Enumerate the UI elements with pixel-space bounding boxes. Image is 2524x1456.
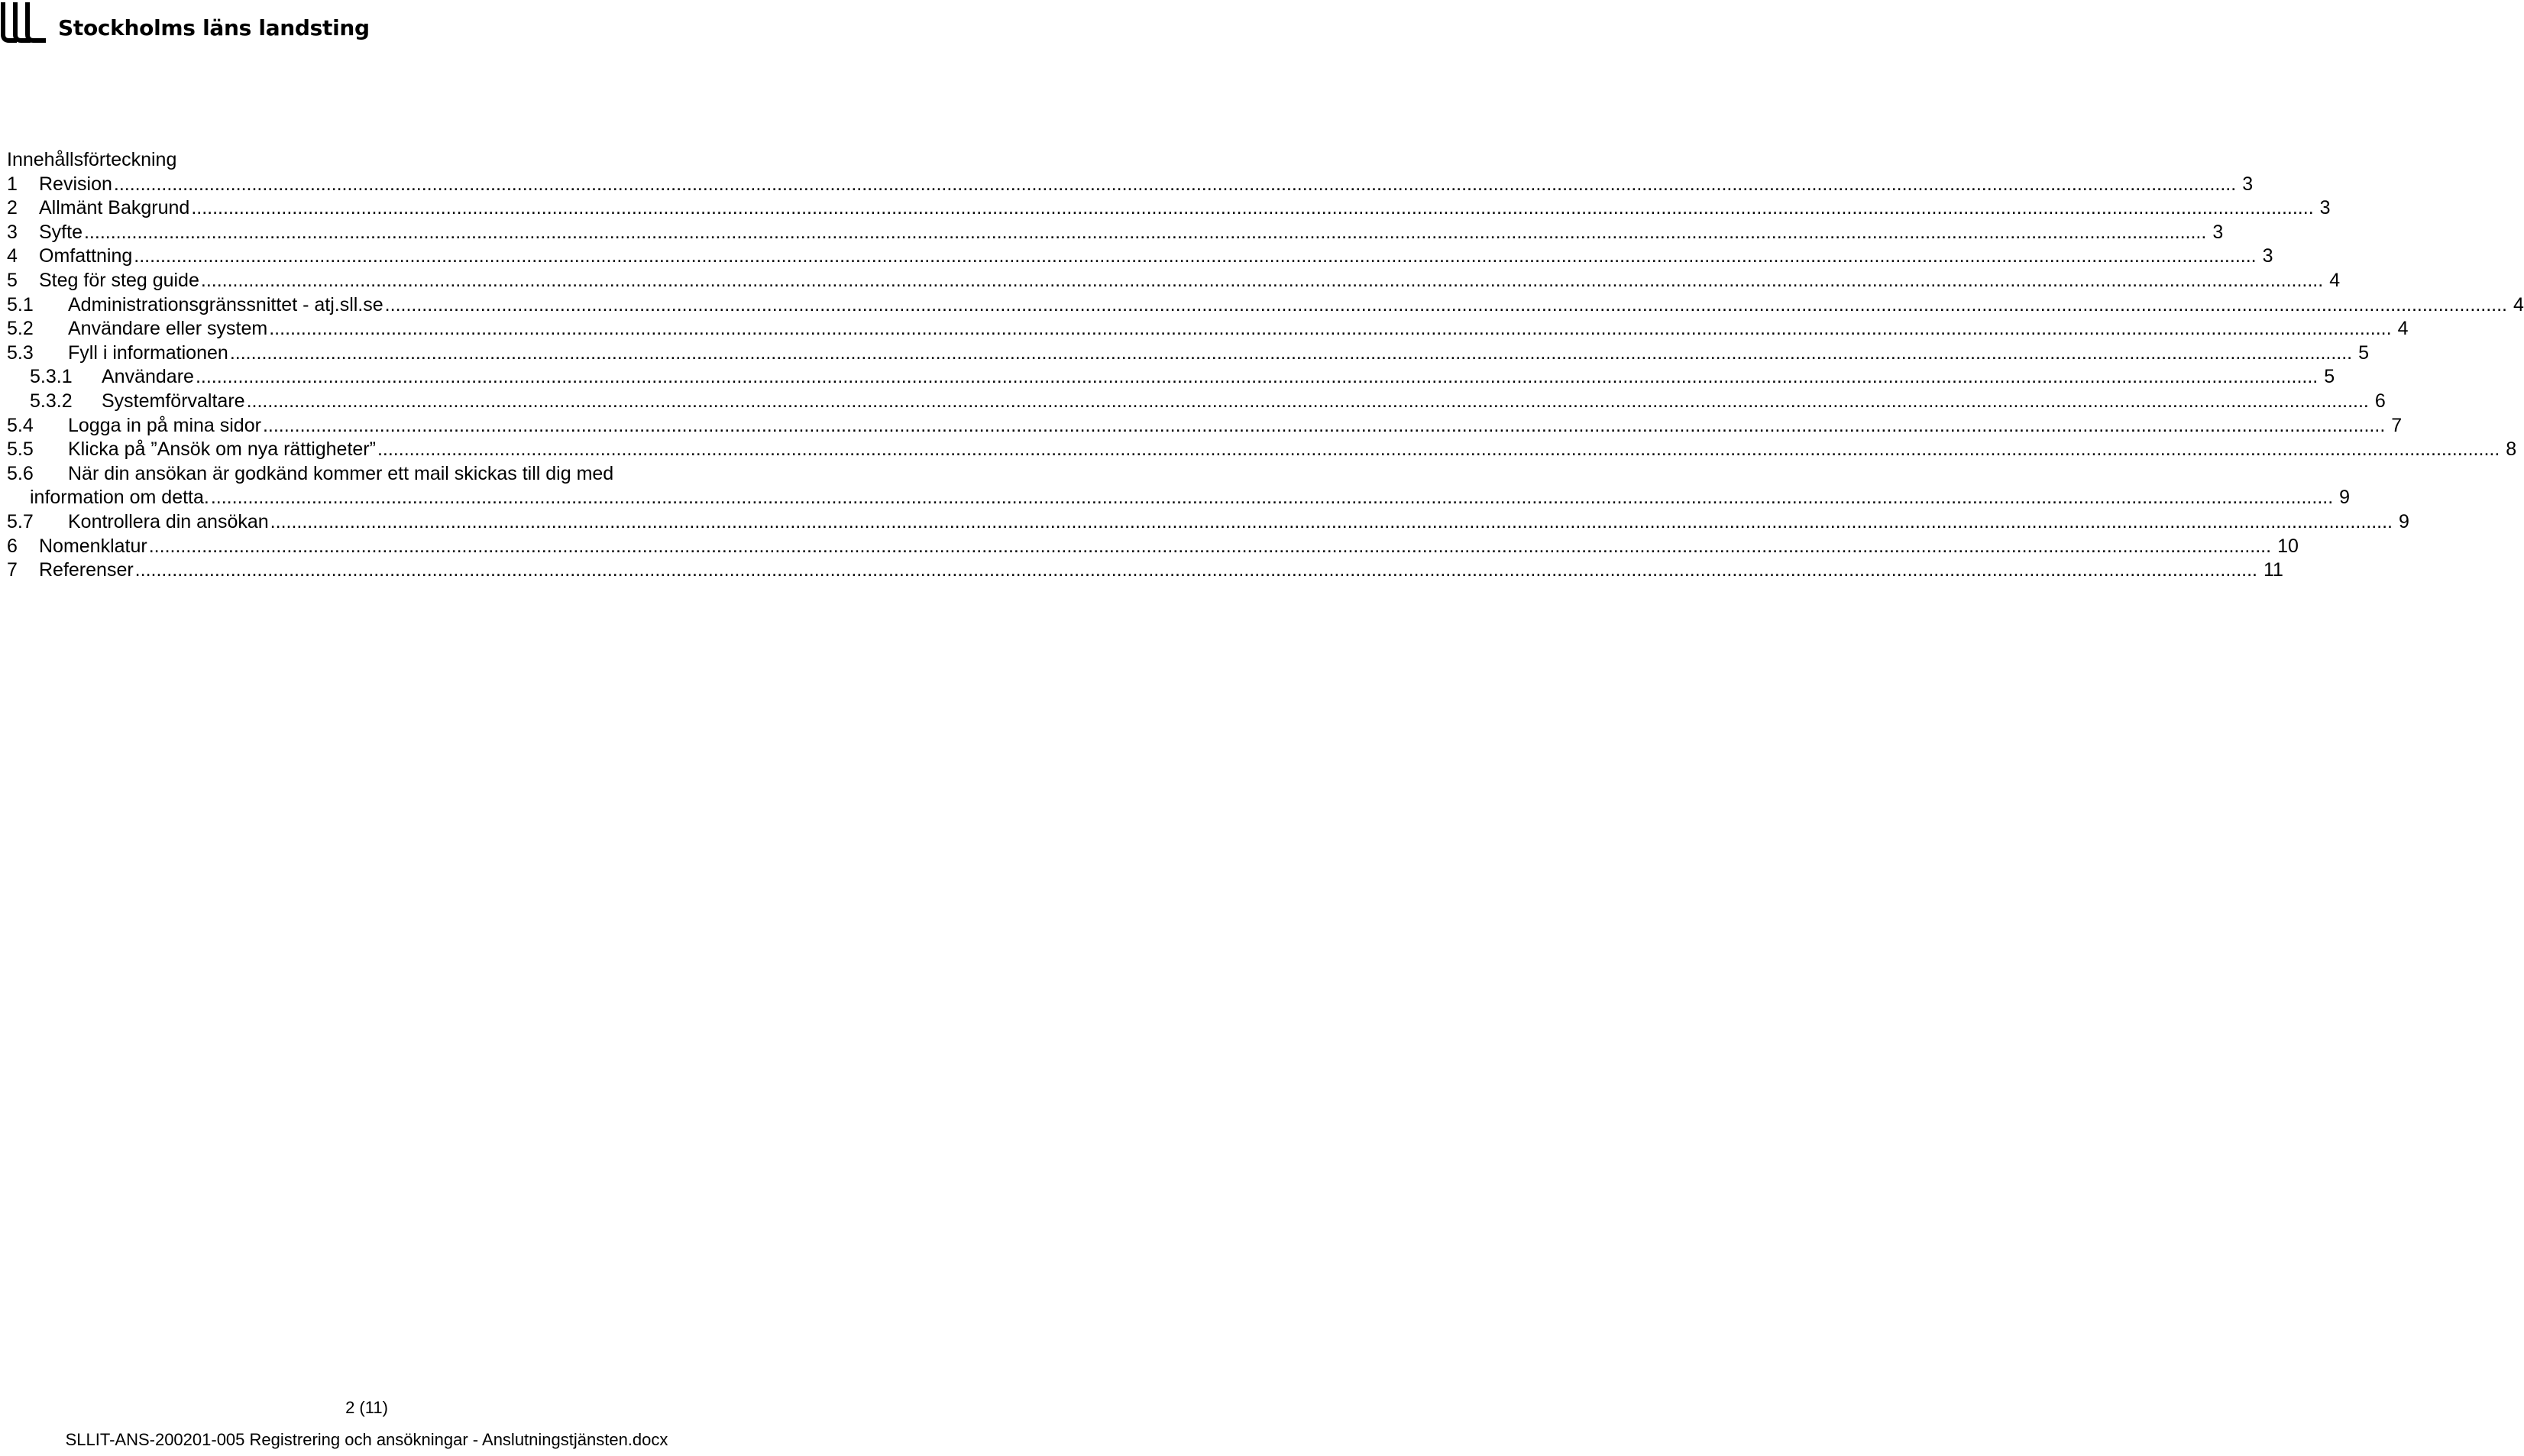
toc-entry-number: 5	[7, 269, 18, 291]
toc-entry-page: 3	[2212, 221, 2224, 243]
toc-entry-number: 5.2	[7, 318, 34, 340]
toc-leader-dots: ................................................................................................................................................................................................................................................................................................................................................................................................................	[269, 318, 2392, 340]
toc-entry[interactable]	[7, 292, 2524, 316]
footer-document-name: SLLIT-ANS-200201-005 Registrering och ansökningar - Anslutningstjänsten.docx	[65, 1430, 668, 1449]
toc-entry-title: Allmänt Bakgrund	[39, 197, 190, 219]
toc-entry-title: Syfte	[39, 221, 83, 243]
toc-entry-page: 3	[2242, 173, 2254, 195]
toc-entry-title: Klicka på ”Ansök om nya rättigheter”	[68, 438, 376, 461]
toc-leader-dots: ................................................................................................................................................................................................................................................................................................................................................................................................................	[200, 269, 2324, 291]
toc-entry-number: 5.1	[7, 293, 34, 315]
toc-entry-title: Omfattning	[39, 245, 133, 267]
toc-entry-title: När din ansökan är godkänd kommer ett mail skickas till dig med	[68, 462, 614, 484]
toc-entry[interactable]	[7, 461, 728, 485]
toc-entry-title: Logga in på mina sidor	[68, 414, 261, 436]
toc-entry-title: Referenser	[39, 559, 134, 581]
logo-text: Stockholms läns landsting	[58, 15, 370, 40]
toc-leader-dots: ................................................................................................................................................................................................................................................................................................................................................................................................................	[191, 197, 2314, 219]
toc-entry[interactable]	[7, 171, 2254, 196]
toc-leader-dots: ................................................................................................................................................................................................................................................................................................................................................................................................................	[210, 487, 2334, 509]
toc-entry-page: 6	[2374, 390, 2386, 412]
toc-entry[interactable]	[7, 388, 2386, 413]
toc-entry-number: 5.3.2	[30, 390, 73, 412]
toc-entry-page: 10	[2277, 535, 2299, 557]
toc-entry-title-continued: information om detta.	[30, 487, 209, 509]
table-of-contents	[7, 171, 2524, 581]
toc-entry-number: 7	[7, 559, 18, 581]
toc-entry[interactable]	[7, 244, 2273, 268]
toc-leader-dots: ................................................................................................................................................................................................................................................................................................................................................................................................................	[134, 245, 2257, 267]
toc-entry-page: 3	[2319, 197, 2331, 219]
toc-leader-dots: ................................................................................................................................................................................................................................................................................................................................................................................................................	[246, 390, 2369, 412]
toc-entry-page: 7	[2391, 414, 2403, 436]
toc-entry-page: 9	[2399, 510, 2409, 532]
toc-entry-title: Systemförvaltare	[102, 390, 245, 412]
toc-entry-number: 2	[7, 197, 18, 219]
toc-entry[interactable]	[7, 533, 2299, 558]
toc-entry-title: Användare eller system	[68, 318, 268, 340]
toc-entry-page: 5	[2324, 366, 2335, 388]
toc-entry-title: Fyll i informationen	[68, 341, 228, 364]
toc-entry-number: 1	[7, 173, 18, 195]
toc-entry-page: 5	[2358, 341, 2370, 364]
toc-entry[interactable]	[7, 196, 2331, 220]
toc-entry-page: 4	[2329, 269, 2341, 291]
toc-entry-title: Användare	[102, 366, 194, 388]
toc-leader-dots: ................................................................................................................................................................................................................................................................................................................................................................................................................	[270, 510, 2393, 532]
toc-leader-dots: ................................................................................................................................................................................................................................................................................................................................................................................................................	[83, 221, 2207, 243]
toc-entry-title: Steg för steg guide	[39, 269, 199, 291]
toc-entry-number: 5.5	[7, 438, 34, 461]
toc-entry[interactable]	[7, 219, 2224, 244]
sll-logo-icon	[0, 2, 47, 44]
toc-entry-number: 6	[7, 535, 18, 557]
toc-entry-title: Nomenklatur	[39, 535, 147, 557]
toc-entry[interactable]	[7, 340, 2370, 364]
toc-entry-continuation[interactable]	[7, 485, 2351, 510]
toc-entry-title: Kontrollera din ansökan	[68, 510, 269, 532]
toc-leader-dots: ................................................................................................................................................................................................................................................................................................................................................................................................................	[262, 414, 2386, 436]
toc-entry-number: 5.3.1	[30, 366, 73, 388]
header-logo	[0, 0, 370, 46]
toc-entry[interactable]	[7, 316, 2409, 341]
toc-entry-number: 5.4	[7, 414, 34, 436]
toc-entry-page: 3	[2262, 245, 2273, 267]
toc-entry-page: 11	[2264, 559, 2283, 581]
footer-page-number: 2 (11)	[345, 1398, 388, 1417]
toc-entry-page: 4	[2397, 318, 2409, 340]
toc-entry-title: Administrationsgränssnittet - atj.sll.se	[68, 293, 383, 315]
toc-entry-number: 5.6	[7, 462, 34, 484]
toc-leader-dots: ................................................................................................................................................................................................................................................................................................................................................................................................................	[229, 341, 2353, 364]
toc-entry-title: Revision	[39, 173, 112, 195]
toc-leader-dots: ................................................................................................................................................................................................................................................................................................................................................................................................................	[377, 438, 2500, 461]
toc-leader-dots: ................................................................................................................................................................................................................................................................................................................................................................................................................	[195, 366, 2319, 388]
toc-leader-dots: ................................................................................................................................................................................................................................................................................................................................................................................................................	[384, 293, 2507, 315]
toc-entry-page: 8	[2506, 438, 2517, 461]
toc-entry-number: 4	[7, 245, 18, 267]
toc-entry-number: 3	[7, 221, 18, 243]
toc-entry[interactable]	[7, 364, 2335, 389]
toc-entry[interactable]	[7, 413, 2403, 437]
toc-entry[interactable]	[7, 509, 2409, 533]
toc-entry-number: 5.7	[7, 510, 34, 532]
toc-entry[interactable]	[7, 558, 2283, 582]
toc-entry[interactable]	[7, 267, 2341, 292]
toc-leader-dots: ................................................................................................................................................................................................................................................................................................................................................................................................................	[113, 173, 2237, 195]
toc-entry-page: 9	[2339, 487, 2351, 509]
toc-entry-number: 5.3	[7, 341, 34, 364]
toc-title: Innehållsförteckning	[7, 149, 177, 170]
toc-entry[interactable]	[7, 437, 2517, 461]
toc-leader-dots: ................................................................................................................................................................................................................................................................................................................................................................................................................	[134, 559, 2257, 581]
toc-entry-page: 4	[2513, 293, 2524, 315]
toc-leader-dots: ................................................................................................................................................................................................................................................................................................................................................................................................................	[148, 535, 2272, 557]
